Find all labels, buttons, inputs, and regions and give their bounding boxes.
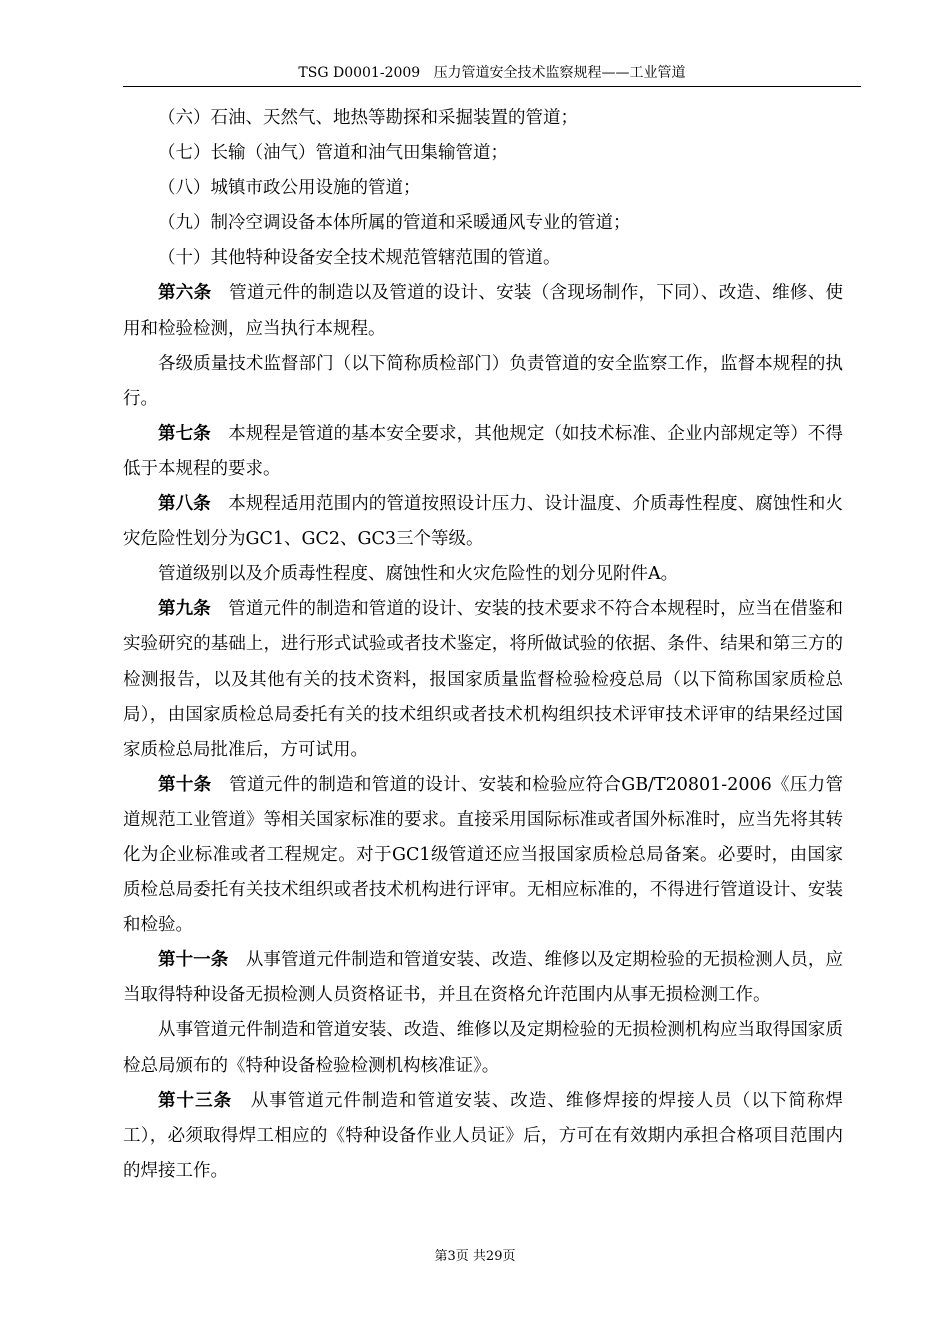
article-label: 第十一条: [158, 950, 229, 971]
list-item: （九）制冷空调设备本体所属的管道和采暖通风专业的管道；: [158, 213, 631, 234]
article-11-para: 从事管道元件制造和管道安装、改造、维修以及定期检验的无损检测机构应当取得国家质检总局颁布的《特种设备检验检测机构核准证》。: [123, 1020, 843, 1076]
running-header: [123, 62, 861, 84]
article-text: 管道元件的制造以及管道的设计、安装（含现场制作，下同）、改造、维修、使用和检验检测，应当执行本规程。: [123, 283, 843, 339]
article-6-para: 各级质量技术监督部门（以下简称质检部门）负责管道的安全监察工作，监督本规程的执行。: [123, 353, 843, 409]
article-11: [123, 943, 843, 1013]
article-8-para: 管道级别以及介质毒性程度、腐蚀性和火灾危险性的划分见附件A。: [158, 564, 679, 585]
article-text: 管道元件的制造和管道的设计、安装的技术要求不符合本规程时，应当在借鉴和实验研究的基础上，进行形式试验或者技术鉴定，将所做试验的依据、条件、结果和第三方的检测报告，以及其他有关的技术资料，报国家质量监督检验检疫总局（以下简称国家质检总局），由国家质检总局委托有关的技术组织或者技术机构组织技术评审技术评审的结果经过国家质检总局批准后，方可试用。: [123, 599, 844, 760]
page-footer: 第3页 共29页: [434, 1249, 516, 1264]
standard-code: TSG D0001-2009: [298, 65, 421, 81]
list-item: （八）城镇市政公用设施的管道；: [158, 178, 421, 199]
document-body: [123, 101, 843, 1189]
article-label: 第七条: [158, 423, 211, 444]
list-item: （六）石油、天然气、地热等勘探和采掘装置的管道；: [158, 108, 578, 128]
list-item: （七）长输（油气）管道和油气田集输管道；: [158, 143, 508, 164]
article-label: 第十三条: [158, 1090, 233, 1111]
article-7: [123, 417, 843, 487]
article-label: 第八条: [158, 494, 211, 515]
article-text: 从事管道元件制造和管道安装、改造、维修焊接的焊接人员（以下简称焊工），必须取得焊工相应的《特种设备作业人员证》后，方可在有效期内承担合格项目范围内的焊接工作。: [123, 1090, 844, 1181]
article-text: 从事管道元件制造和管道安装、改造、维修以及定期检验的无损检测人员，应当取得特种设备无损检测人员资格证书，并且在资格允许范围内从事无损检测工作。: [123, 950, 843, 1006]
header-title: 压力管道安全技术监察规程——工业管道: [433, 65, 686, 81]
article-text: 管道元件的制造和管道的设计、安装和检验应符合GB/T20801-2006《压力管道规范工业管道》等相关国家标准的要求。直接采用国际标准或者国外标准时，应当先将其转化为企业标准或者工程规定。对于GC1级管道还应当报国家质检总局备案。必要时，由国家质检总局委托有关技术组织或者技术机构进行评审。无相应标准的，不得进行管道设计、安装和检验。: [123, 774, 844, 936]
article-text: 本规程是管道的基本安全要求，其他规定（如技术标准、企业内部规定等）不得低于本规程的要求。: [123, 423, 844, 479]
article-10: [123, 768, 843, 943]
header-rule: [123, 86, 861, 87]
article-8: [123, 487, 843, 557]
article-label: 第六条: [158, 283, 212, 304]
article-label: 第十条: [158, 774, 212, 795]
article-label: 第九条: [158, 599, 211, 620]
article-6: [123, 276, 843, 346]
article-text: 本规程适用范围内的管道按照设计压力、设计温度、介质毒性程度、腐蚀性和火灾危险性划分为GC1、GC2、GC3三个等级。: [123, 494, 844, 550]
list-item: （十）其他特种设备安全技术规范管辖范围的管道。: [158, 248, 561, 269]
article-9: [123, 592, 843, 767]
article-13: [123, 1084, 843, 1189]
